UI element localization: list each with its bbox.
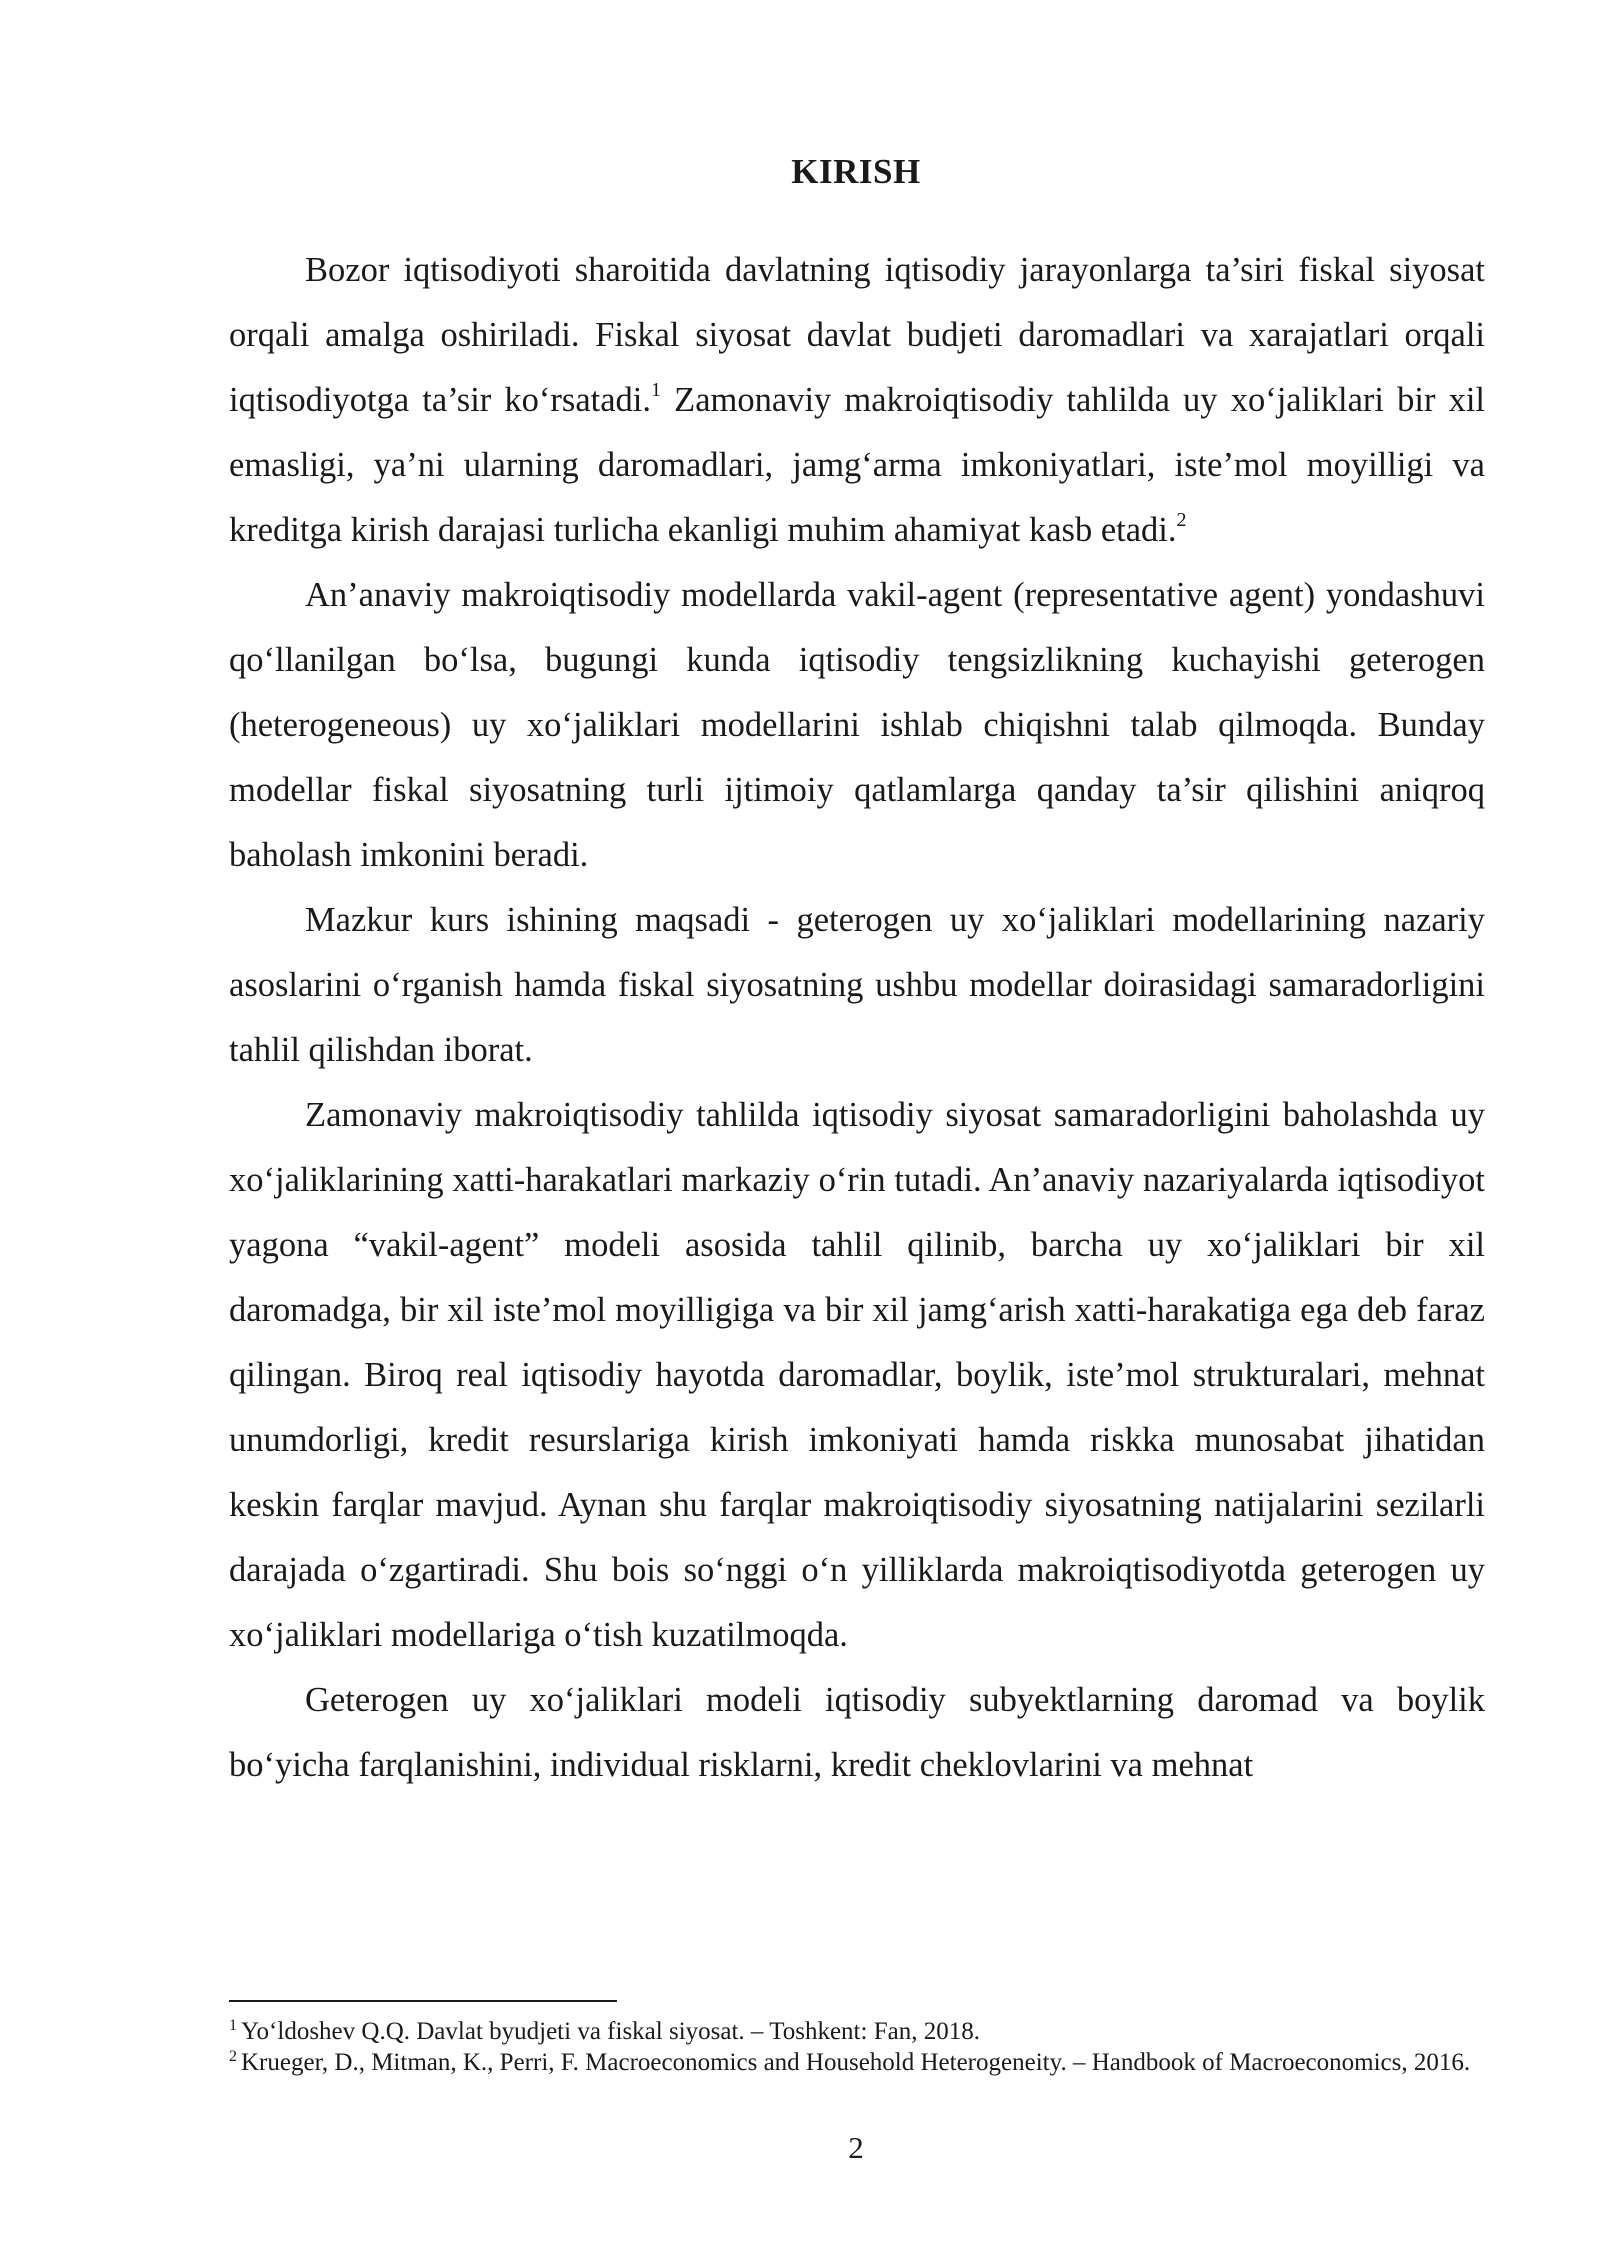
footnote-number: 2: [229, 2048, 237, 2065]
paragraph-2: An’anaviy makroiqtisodiy modellarda vakil-agent (representative agent) yondashuvi qo‘llanilgan bo‘lsa, bugungi kunda iqtisodiy tengsizlikning kuchayishi geterogen (heterogeneous) uy xo‘jaliklari modellarini ishlab chiqishni talab qilmoqda. Bunday modellar fiskal siyosatning turli ijtimoiy qatlamlarga qanday ta’sir qilishini aniqroq baholash imkonini beradi.: [229, 576, 1485, 874]
paragraph-1: [229, 238, 1485, 563]
footnote-separator: [229, 2000, 617, 2002]
body-text: [229, 238, 1485, 1798]
footnote-ref-2[interactable]: 2: [1176, 509, 1187, 531]
page-number: 2: [848, 2130, 864, 2165]
page-title: KIRISH: [791, 152, 921, 191]
paragraph-3: Mazkur kurs ishining maqsadi - geterogen uy xo‘jaliklari modellarining nazariy asoslarini o‘rganish hamda fiskal siyosatning ushbu modellar doirasidagi samaradorligini tahlil qilishdan iborat.: [229, 901, 1485, 1069]
paragraph-5: Geterogen uy xo‘jaliklari modeli iqtisodiy subyektlarning daromad va boylik bo‘yicha farqlanishini, individual risklarni, kredit cheklovlarini va mehnat: [229, 1681, 1485, 1784]
footnote-text: Yo‘ldoshev Q.Q. Davlat byudjeti va fiskal siyosat. – Toshkent: Fan, 2018.: [241, 2018, 980, 2045]
paragraph-4: Zamonaviy makroiqtisodiy tahlilda iqtisodiy siyosat samaradorligini baholashda uy xo‘jaliklarining xatti-harakatlari markaziy o‘rin tutadi. An’anaviy nazariyalarda iqtisodiyot yagona “vakil-agent” modeli asosida tahlil qilinib, barcha uy xo‘jaliklari bir xil daromadga, bir xil iste’mol moyilligiga va bir xil jamg‘arish xatti-harakatiga ega deb faraz qilingan. Biroq real iqtisodiy hayotda daromadlar, boylik, iste’mol strukturalari, mehnat unumdorligi, kredit resurslariga kirish imkoniyati hamda riskka munosabat jihatidan keskin farqlar mavjud. Aynan shu farqlar makroiqtisodiy siyosatning natijalarini sezilarli darajada o‘zgartiradi. Shu bois so‘nggi o‘n yilliklarda makroiqtisodiyotda geterogen uy xo‘jaliklari modellariga o‘tish kuzatilmoqda.: [229, 1096, 1485, 1654]
paragraph-1-text-a: Bozor iqtisodiyoti sharoitida davlatning iqtisodiy jarayonlarga ta’siri fiskal siyosat orqali amalga oshiriladi. Fiskal siyosat davlat budjeti daromadlari va xarajatlari orqali iqtisodiyotga ta’sir ko‘rsatadi.: [229, 251, 1485, 419]
footnotes: [229, 2016, 1485, 2078]
paragraph-1-text-b: Zamonaviy makroiqtisodiy tahlilda uy xo‘jaliklari bir xil emasligi, ya’ni ularning daromadlari, jamg‘arma imkoniyatlari, iste’mol moyilligi va kreditga kirish darajasi turlicha ekanligi muhim ahamiyat kasb etadi.: [229, 381, 1486, 549]
footnote-2: [229, 2047, 1485, 2078]
footnote-text: Krueger, D., Mitman, K., Perri, F. Macroeconomics and Household Heterogeneity. – Handbook of Macroeconomics, 2016.: [241, 2049, 1471, 2076]
footnote-number: 1: [229, 2017, 237, 2034]
footnote-1: [229, 2016, 1485, 2047]
footnote-ref-1[interactable]: 1: [651, 379, 662, 401]
